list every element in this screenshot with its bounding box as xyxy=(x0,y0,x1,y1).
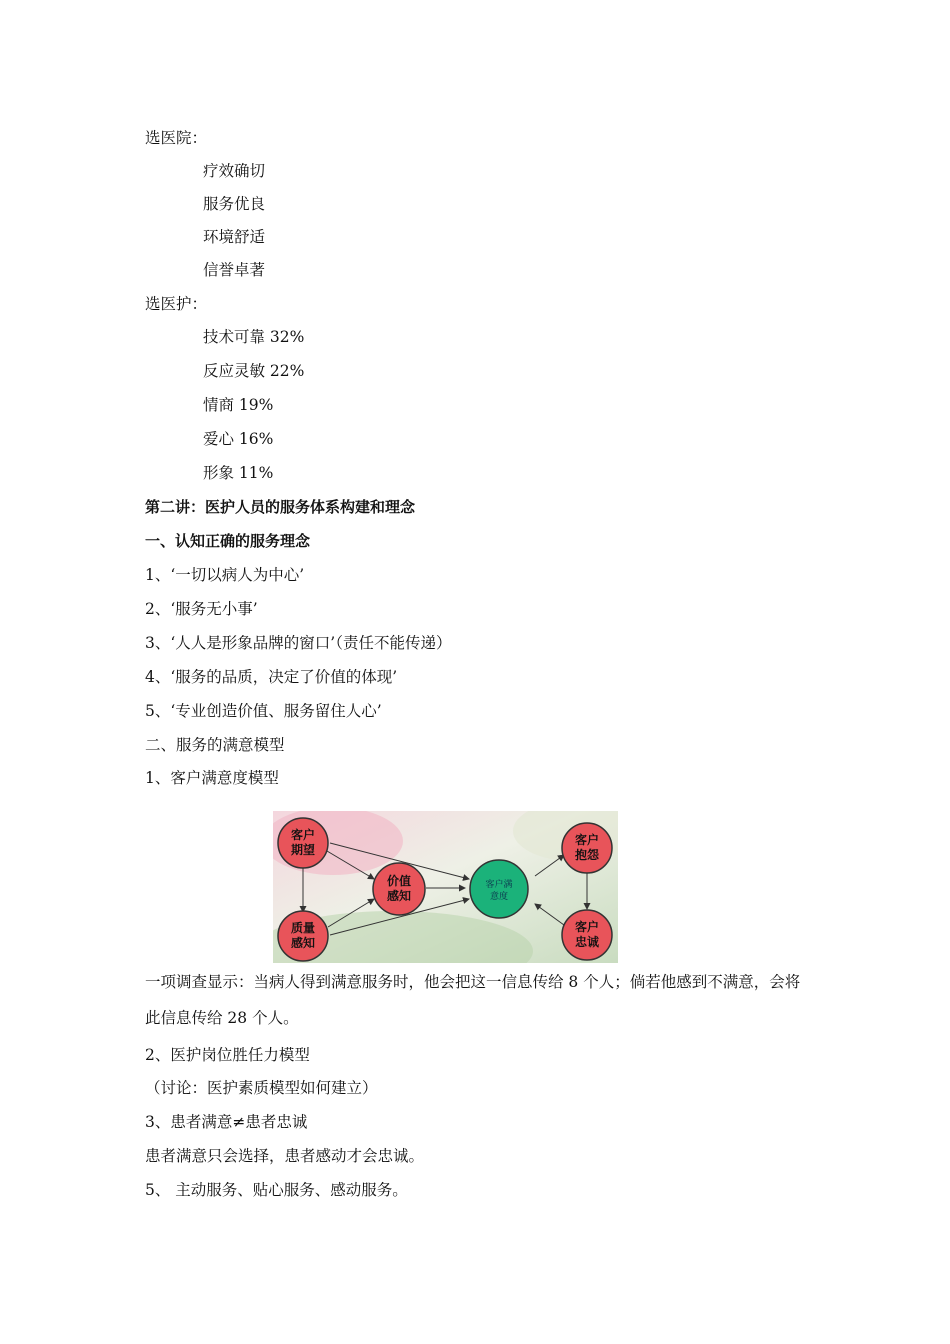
node-expectation xyxy=(278,818,328,868)
section1-title: 一、认知正确的服务理念 xyxy=(145,532,311,550)
node-label: 客户 xyxy=(574,920,600,934)
node-label: 价值 xyxy=(386,874,412,888)
concept-item: 5、‘专业创造价值、服务留住人心’ xyxy=(145,702,382,720)
lecture-title: 第二讲：医护人员的服务体系构建和理念 xyxy=(145,498,416,516)
section2-title: 二、服务的满意模型 xyxy=(145,736,285,754)
after-item: 5、 主动服务、贴心服务、感动服务。 xyxy=(145,1181,408,1199)
hospital-item: 服务优良 xyxy=(203,195,266,213)
hospital-item: 环境舒适 xyxy=(203,228,266,246)
concept-item: 1、‘一切以病人为中心’ xyxy=(145,566,305,584)
nurse-item: 反应灵敏 22% xyxy=(203,362,305,380)
after-item: 2、医护岗位胜任力模型 xyxy=(145,1046,310,1064)
node-label: 客户 xyxy=(574,833,600,847)
concept-item: 3、‘人人是形象品牌的窗口’（责任不能传递） xyxy=(145,634,452,652)
nurse-heading: 选医护： xyxy=(145,295,208,313)
nurse-item: 技术可靠 32% xyxy=(203,328,305,346)
nurse-item: 情商 19% xyxy=(203,396,274,414)
node-satisfaction xyxy=(470,860,528,918)
node-label: 抱怨 xyxy=(574,848,600,862)
nurse-item: 形象 11% xyxy=(203,464,274,482)
satisfaction-model-diagram xyxy=(273,811,618,963)
node-loyalty xyxy=(562,910,612,960)
node-label: 客户满 xyxy=(485,880,513,890)
node-value xyxy=(373,863,425,915)
node-quality xyxy=(278,911,328,961)
node-label: 意度 xyxy=(489,892,509,902)
concept-item: 4、‘服务的品质，决定了价值的体现’ xyxy=(145,668,398,686)
hospital-item: 信誉卓著 xyxy=(203,261,266,279)
nurse-item: 爱心 16% xyxy=(203,430,274,448)
after-item: 患者满意只会选择，患者感动才会忠诚。 xyxy=(145,1147,425,1165)
node-label: 质量 xyxy=(290,921,316,935)
after-item: （讨论：医护素质模型如何建立） xyxy=(145,1079,378,1097)
concept-item: 2、‘服务无小事’ xyxy=(145,600,258,618)
node-label: 期望 xyxy=(290,843,316,857)
node-label: 客户 xyxy=(290,828,316,842)
node-label: 忠诚 xyxy=(574,935,600,949)
hospital-heading: 选医院： xyxy=(145,129,208,147)
section2-sub1: 1、客户满意度模型 xyxy=(145,769,279,787)
hospital-item: 疗效确切 xyxy=(203,162,266,180)
node-label: 感知 xyxy=(386,889,412,903)
after-item: 3、患者满意≠患者忠诚 xyxy=(145,1113,308,1131)
survey-paragraph: 一项调查显示：当病人得到满意服务时，他会把这一信息传给 8 个人；倘若他感到不满意，会将此信息传给 28 个人。 xyxy=(145,973,801,1027)
node-label: 感知 xyxy=(290,936,316,950)
node-complaint xyxy=(562,823,612,873)
